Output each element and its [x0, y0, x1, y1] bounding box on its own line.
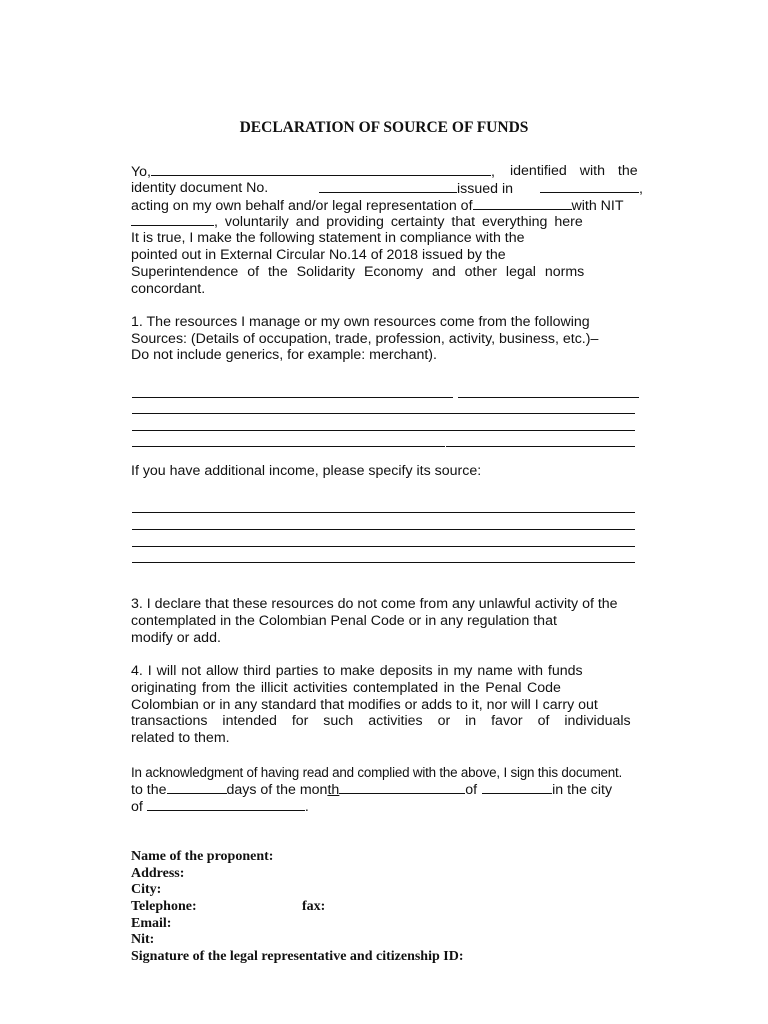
name-blank[interactable]: [151, 163, 491, 176]
intro-line-1-end: identified with the: [510, 163, 638, 179]
section-4-line-3: Colombian or in any standard that modifies or adds to it, nor will I carry out: [131, 697, 598, 713]
acknowledgment-line-3: of .: [131, 799, 309, 815]
section-4-line-1: 4. I will not allow third parties to make deposits in my name with funds: [131, 663, 583, 679]
section-1-line-3: Do not include generics, for example: merchant).: [131, 347, 437, 363]
email-label: Email:: [131, 916, 172, 931]
issued-in-blank[interactable]: [540, 180, 639, 193]
intro-line-3: acting on my own behalf and/or legal representation of with NIT: [131, 198, 624, 214]
telephone-label: Telephone:: [131, 899, 197, 914]
nit-blank[interactable]: [131, 213, 214, 226]
sources-answer-line[interactable]: [132, 397, 453, 398]
section-3-line-2: contemplated in the Colombian Penal Code or in any regulation that: [131, 613, 557, 629]
nit-label: Nit:: [131, 932, 155, 947]
acknowledgment-line-1: In acknowledgment of having read and complied with the above, I sign this document.: [131, 765, 623, 780]
year-blank[interactable]: [482, 781, 552, 794]
signature-label: Signature of the legal representative and citizenship ID:: [131, 949, 464, 964]
intro-line-5: It is true, I make the following statement in compliance with the: [131, 230, 525, 246]
id-document-blank[interactable]: [319, 180, 457, 193]
additional-income-answer-line[interactable]: [132, 562, 635, 563]
representation-blank[interactable]: [473, 197, 572, 210]
sources-answer-line[interactable]: [458, 397, 639, 398]
document-title: DECLARATION OF SOURCE OF FUNDS: [239, 119, 529, 136]
acknowledgment-line-2: to the days of the month of in the city: [131, 782, 613, 798]
additional-income-answer-line[interactable]: [132, 529, 635, 530]
intro-line-6: pointed out in External Circular No.14 of 2018 issued by the: [131, 247, 506, 263]
sources-answer-line[interactable]: [132, 430, 635, 431]
city-label: City:: [131, 882, 162, 897]
sources-answer-line[interactable]: [132, 413, 635, 414]
sources-answer-line[interactable]: [446, 446, 635, 447]
intro-line-2-mid: issued in: [319, 180, 513, 198]
sources-answer-line[interactable]: [132, 446, 445, 447]
section-4-line-4: transactions intended for such activities or in favor of individuals: [131, 713, 631, 729]
month-blank[interactable]: [339, 781, 465, 794]
intro-line-8: concordant.: [131, 281, 206, 297]
section-3-line-3: modify or add.: [131, 630, 221, 646]
additional-income-answer-line[interactable]: [132, 546, 635, 547]
additional-income-answer-line[interactable]: [132, 512, 635, 513]
intro-line-2: identity document No.: [131, 180, 269, 196]
intro-line-7: Superintendence of the Solidarity Economy and other legal norms: [131, 264, 585, 280]
city-blank[interactable]: [147, 798, 305, 811]
section-1-line-2: Sources: (Details of occupation, trade, profession, activity, business, etc.)–: [131, 331, 599, 347]
section-4-line-5: related to them.: [131, 730, 230, 746]
address-label: Address:: [131, 866, 185, 881]
section-3-line-1: 3. I declare that these resources do not come from any unlawful activity of the: [131, 596, 618, 612]
intro-line-4: , voluntarily and providing certainty that everything here: [131, 213, 583, 231]
section-4-line-2: originating from the illicit activities contemplated in the Penal Code: [131, 680, 561, 696]
intro-line-2-end: ,: [540, 180, 643, 198]
section-1-line-1: 1. The resources I manage or my own resources come from the following: [131, 314, 590, 330]
proponent-name-label: Name of the proponent:: [131, 849, 274, 864]
fax-label: fax:: [302, 899, 326, 914]
days-blank[interactable]: [167, 781, 227, 794]
additional-income-label: If you have additional income, please specify its source:: [131, 463, 482, 479]
intro-line-1: Yo, ,: [131, 164, 495, 180]
